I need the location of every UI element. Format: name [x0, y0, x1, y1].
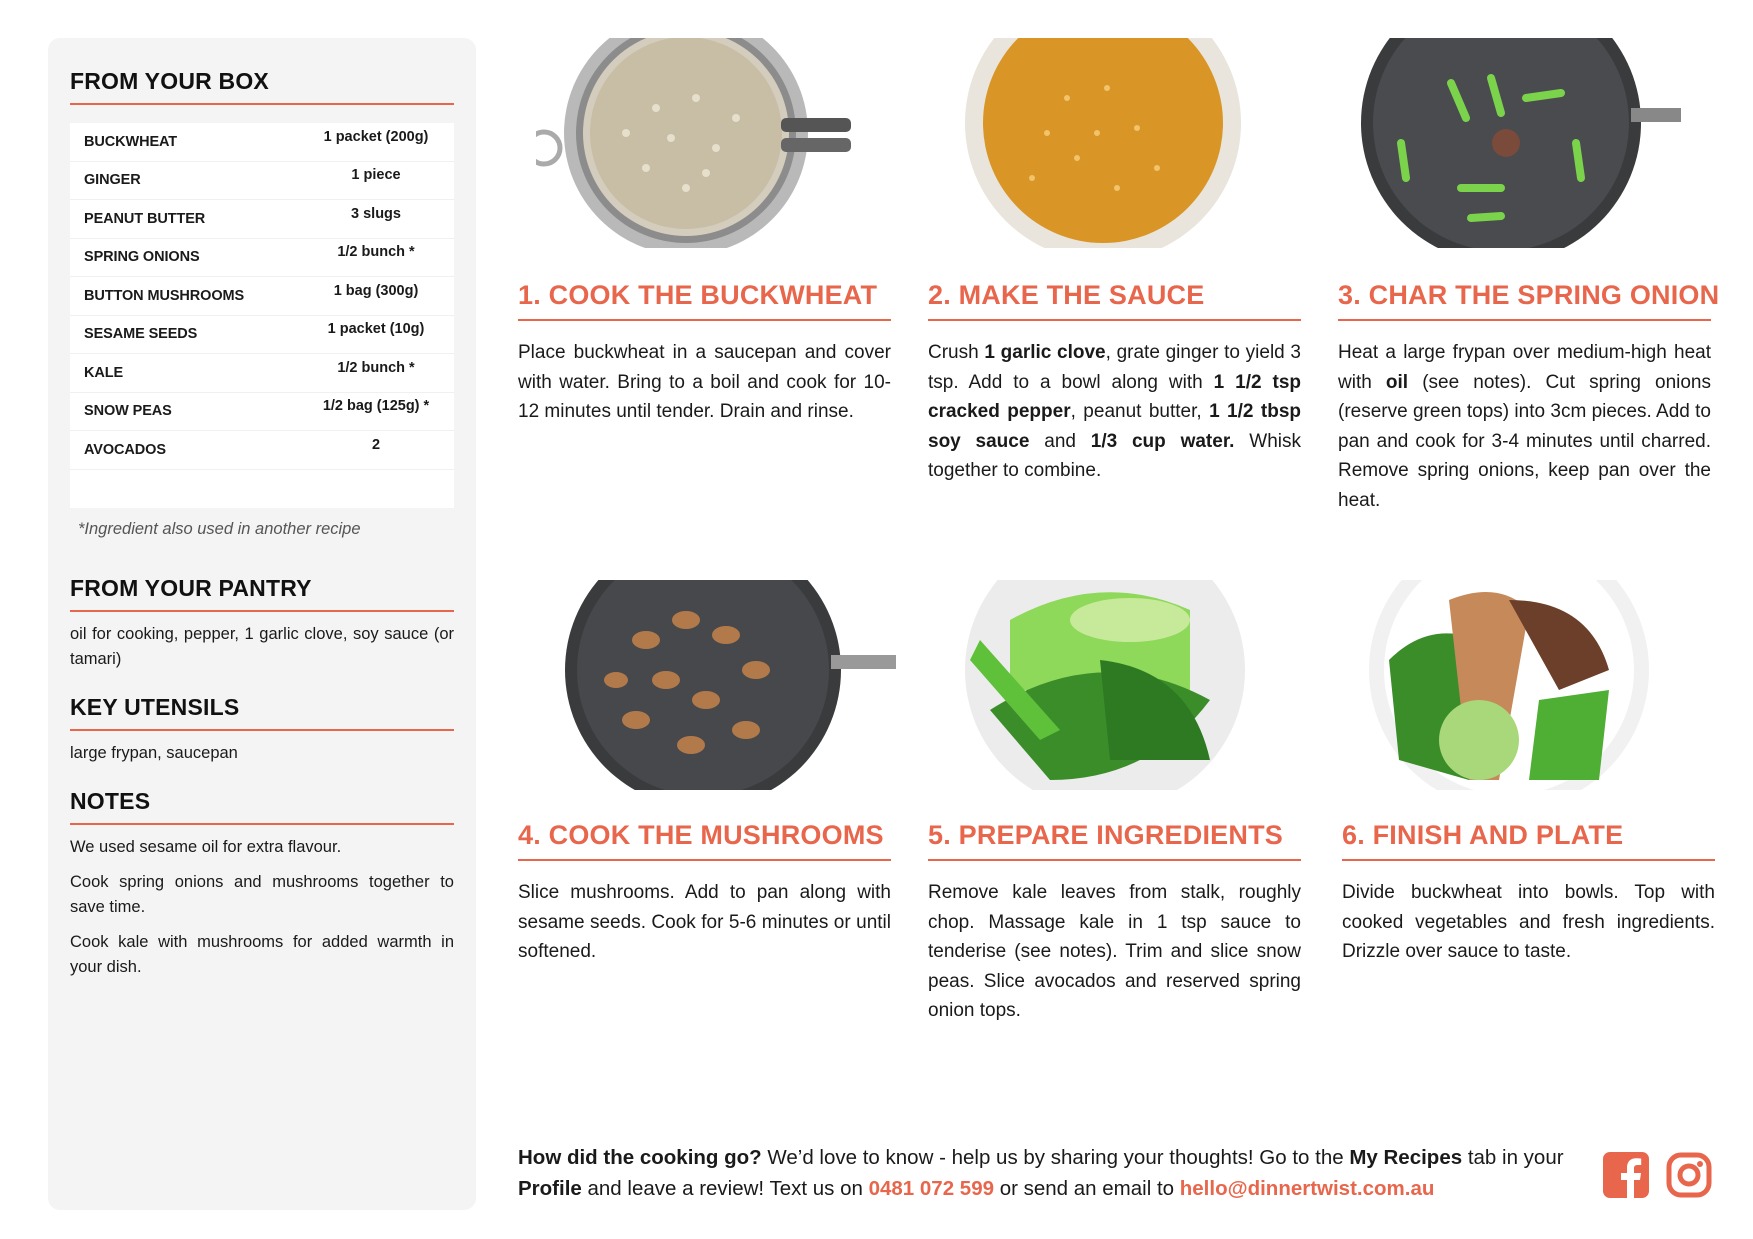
ingredient-qty: 1 packet (10g): [327, 321, 425, 338]
ingredient-row: [70, 431, 454, 470]
ingredient-name: BUTTON MUSHROOMS: [84, 287, 245, 304]
footer-text-bold: How did the cooking go?: [518, 1146, 762, 1169]
ingredient-name: AVOCADOS: [84, 441, 166, 458]
step-text: Place buckwheat in a saucepan and cover with water. Bring to a boil and cook for 10-12 minutes until tender. Drain and rinse.: [518, 342, 891, 422]
step-text: Crush: [928, 342, 985, 363]
ingredients-table: [70, 123, 454, 508]
ingredient-row: [70, 162, 454, 201]
notes-heading: NOTES: [70, 788, 454, 825]
footer-text: or send an email to: [994, 1177, 1180, 1200]
step-text-bold: 1 1/2 tsp cracked pepper: [928, 371, 1301, 422]
ingredients-sidebar: [48, 38, 476, 1210]
step-text: Divide buckwheat into bowls. Top with cooked vegetables and fresh ingredients. Drizzle over sauce to taste.: [1342, 882, 1715, 962]
step-4-title: 4. COOK THE MUSHROOMS: [518, 820, 891, 861]
instagram-icon[interactable]: [1666, 1152, 1712, 1198]
step-text: Remove kale leaves from stalk, roughly chop. Massage kale in 1 tsp sauce to tenderise (see notes). Trim and slice snow peas. Slice avocados and reserved spring onion tops.: [928, 882, 1301, 1021]
ingredient-row: [70, 200, 454, 239]
ingredient-qty: 1/2 bag (125g) *: [322, 398, 430, 415]
pantry-section: [70, 575, 454, 672]
email-link[interactable]: hello@dinnertwist.com.au: [1179, 1177, 1435, 1200]
ingredient-row: [70, 277, 454, 316]
ingredient-qty: 1 bag (300g): [333, 282, 419, 299]
step-text: Slice mushrooms. Add to pan along with sesame seeds. Cook for 5-6 minutes or until softened.: [518, 882, 891, 962]
pantry-heading: FROM YOUR PANTRY: [70, 575, 454, 612]
spring-onion-photo: [1341, 38, 1681, 248]
ingredient-row: [70, 354, 454, 393]
ingredient-name: PEANUT BUTTER: [84, 210, 206, 227]
ingredient-row-empty: [70, 470, 454, 508]
step-text: and: [1029, 430, 1091, 452]
step-3-title: 3. CHAR THE SPRING ONION: [1338, 280, 1711, 321]
ingredient-footnote: *Ingredient also used in another recipe: [78, 519, 361, 538]
pantry-text: oil for cooking, pepper, 1 garlic clove, soy sauce (or tamari): [70, 624, 454, 668]
footer-text: We’d love to know - help us by sharing your thoughts! Go to the: [761, 1146, 1350, 1169]
step-2-title: 2. MAKE THE SAUCE: [928, 280, 1301, 321]
notes-list: [70, 835, 454, 980]
step-text-bold: 1 1/2 tbsp soy sauce: [928, 401, 1301, 452]
ingredient-name: SESAME SEEDS: [84, 326, 198, 343]
utensils-text: large frypan, saucepan: [70, 743, 238, 762]
ingredient-name: BUCKWHEAT: [84, 133, 178, 150]
step-text-bold: 1 garlic clove: [984, 342, 1106, 363]
facebook-icon[interactable]: [1603, 1152, 1649, 1198]
step-text-bold: 1/3 cup water.: [1090, 430, 1235, 452]
note-item: We used sesame oil for extra flavour.: [70, 837, 342, 856]
plate-photo: [1359, 580, 1699, 790]
ingredient-name: SPRING ONIONS: [84, 249, 200, 266]
step-3-body: [1338, 338, 1711, 515]
notes-section: [70, 788, 454, 980]
sauce-photo: [937, 38, 1277, 248]
buckwheat-photo: [536, 38, 876, 248]
box-heading: FROM YOUR BOX: [70, 68, 454, 105]
utensils-heading: KEY UTENSILS: [70, 694, 454, 731]
step-text: , peanut butter,: [1070, 401, 1210, 422]
step-text: Heat a large frypan over medium-high heat with: [1338, 342, 1711, 393]
ingredient-name: KALE: [84, 364, 124, 381]
step-5-body: [928, 878, 1301, 1026]
ingredient-qty: 1/2 bunch *: [337, 244, 415, 261]
mushrooms-photo: [556, 580, 896, 790]
step-1-body: [518, 338, 891, 427]
ingredient-name: SNOW PEAS: [84, 403, 172, 420]
ingredient-qty: 1 piece: [351, 167, 401, 184]
feedback-footer: [518, 1142, 1568, 1204]
ingredient-row: [70, 393, 454, 432]
footer-text: and leave a review! Text us on: [581, 1177, 869, 1200]
step-text: (see notes). Cut spring onions (reserve green tops) into 3cm pieces. Add to pan and cook for 3-4 minutes until charred. Remove spring onions, keep pan over the heat.: [1338, 371, 1711, 511]
ingredient-row: [70, 239, 454, 278]
ingredient-qty: 3 slugs: [351, 205, 401, 222]
utensils-section: [70, 694, 454, 766]
step-text: , grate ginger to yield 3 tsp. Add to a bowl along with: [928, 342, 1301, 393]
ingredient-row: [70, 316, 454, 355]
note-item: Cook kale with mushrooms for added warmth in your dish.: [70, 932, 454, 976]
step-2-body: [928, 338, 1301, 486]
ingredient-qty: 2: [371, 436, 381, 453]
step-1-title: 1. COOK THE BUCKWHEAT: [518, 280, 891, 321]
footer-text-bold: Profile: [518, 1177, 582, 1200]
ingredient-name: GINGER: [84, 172, 141, 189]
ingredients-photo: [950, 580, 1290, 790]
step-text: Whisk together to combine.: [928, 430, 1301, 481]
step-4-body: [518, 878, 891, 967]
footer-text: tab in your: [1462, 1146, 1564, 1169]
ingredient-row: [70, 123, 454, 162]
footer-text-bold: My Recipes: [1349, 1146, 1463, 1169]
step-text-bold: oil: [1385, 371, 1409, 393]
step-6-title: 6. FINISH AND PLATE: [1342, 820, 1715, 861]
step-6-body: [1342, 878, 1715, 967]
ingredient-qty: 1 packet (200g): [323, 128, 429, 145]
step-5-title: 5. PREPARE INGREDIENTS: [928, 820, 1301, 861]
ingredient-qty: 1/2 bunch *: [337, 359, 415, 376]
phone-link[interactable]: 0481 072 599: [868, 1177, 994, 1200]
note-item: Cook spring onions and mushrooms together to save time.: [70, 872, 454, 916]
